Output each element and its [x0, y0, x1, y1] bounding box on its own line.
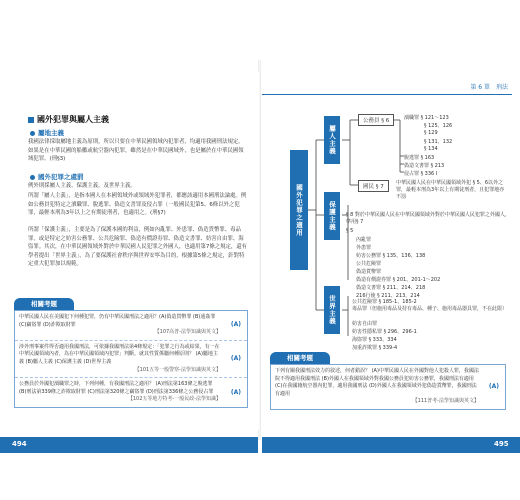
leaf-item: 瀆職罪 § 121～123 [404, 115, 449, 121]
leaf-item: 海盜罪 § 333、334 [352, 337, 397, 343]
protection-description: § 8 對於中華民國人民在中華民國領域外對於中華民國人民犯罪之外國人，準用§ 7 [346, 212, 510, 225]
quiz-item [271, 365, 505, 409]
subsection-title-2-text: 國外犯罪之處罰 [38, 173, 84, 181]
right-page-number: 495 [494, 440, 509, 448]
para-text: 所謂「保護主義」，主要是為了保護本國的利益，例如內亂罪、外患罪、偽造貨幣罪、毒品罪，或是特定之妨害公務罪、公共危險罪、偽造有價證券罪、偽造文書罪、妨害自由罪、海盜罪。其次，在中華民國領域外對於中華民國人民犯罪之外國人，也適用第7條之規定，還有學者提出「世界主義」，為了要保護社會秩序與世界安寧為目的，根據第5條之規定，針對特定重大犯罪加以規範。 [28, 227, 248, 268]
quiz-source: 【107高普-法學知識與英文】 [154, 329, 221, 336]
quiz-source: 【111普考-法學知識與英文】 [412, 398, 479, 405]
leaf-item: 公共危險罪 § 185-1、185-2 [352, 299, 417, 305]
quiz-question: 涉外刑事案件得否適用我國刑法，可依據我國刑法第4條規定：「犯罪之行為或結果，有一在中華民國領域內者，為在中華民國領域內犯罪」判斷。就其性質係屬何種原則？ (A)屬地主義 (B)屬人主義 (C)保護主義 (D)世界主義 [19, 343, 220, 365]
leaf-item: 偽造文書罪 § 213 [404, 163, 445, 169]
tree-root: 國外犯罪之適用 [290, 150, 308, 270]
leaf-item: 加重詐欺罪 § 339-4 [352, 345, 398, 351]
quiz-source: 【102五等地方特考-一般民政-法學知識】 [127, 396, 221, 403]
leaf-item: § 129 [424, 130, 438, 136]
branch-protection: 保護主義 [324, 192, 340, 240]
leaf-item: 公共危險罪 [356, 261, 382, 267]
leaf-item: § 125、126 [424, 123, 453, 129]
quiz-item [15, 311, 247, 341]
subsection-title-1 [30, 128, 64, 137]
paragraph-nationality [28, 192, 248, 218]
quiz-answer: (A) [230, 388, 241, 396]
leaf-item: 偽造文書罪 § 211、214、218 [356, 285, 426, 291]
quiz-question: 下列有關我國刑法效力的敘述，何者錯誤？ (A)中華民國人民在外國對他人犯殺人罪，我國法院不得適用我國刑法 (B)外國人在我國領域外對我國公務員犯妨害公務罪，我國刑法有適用 (C)在我國籍航空器內犯罪，適用我國刑法 (D)外國人在我國領域外犯偽造貨幣罪，我國刑法有適用 [275, 368, 479, 397]
quiz-box-right [270, 364, 506, 410]
running-header: 第 6 單 刑法 [470, 84, 508, 91]
branch-universal: 世界主義 [324, 286, 340, 334]
quiz-question: 公務員於外國犯瀆職罪之時，下列何種，有我國刑法之適用？ (A)刑法第163條之脫逃罪 (B)刑法第339條之詐欺取財罪 (C)刑法第320條之竊盜罪 (D)刑法第336條之公務侵占罪 [19, 381, 214, 395]
box-citizen: 國民 § 7 [358, 180, 389, 192]
leaf-item: § 134 [424, 146, 438, 152]
right-footer-bar [262, 437, 520, 453]
leaf-item: 脫逃罪 § 163 [404, 155, 435, 161]
leaf-item: 外患罪 [356, 245, 372, 251]
quiz-source: 【101五等一般警察-法學知識與英文】 [134, 366, 221, 373]
section-title [28, 114, 109, 125]
quiz-header-right: 相關考題 [270, 352, 330, 364]
quiz-header-left: 相關考題 [14, 298, 74, 310]
leaf-item: 妨害性隱私罪 § 296、296-1 [352, 329, 417, 335]
paragraph-protection [28, 226, 248, 269]
leaf-item: 妨害自由罪 [352, 321, 378, 327]
square-bullet-icon [28, 117, 34, 123]
leaf-item: 偽造貨幣罪 [356, 269, 382, 275]
para-text: 所謂「屬人主義」，是指本國人在本國領域外或領域外犯罪者，都應該適用本國刑法論處。例如公務員犯特定之瀆職罪、脫逃罪、偽造文書罪及侵占罪（一般國民犯第5、6條以外之犯罪，最輕本刑為3年以上之有期徒刑者，也適用之。(刑§7) [28, 193, 247, 217]
circle-bullet-icon [30, 175, 35, 180]
paragraph-territorial [28, 138, 248, 164]
left-page-number: 494 [12, 440, 27, 448]
citizen-description: 中華民國人民在中華民國領域外犯 § 5、6以外之罪，最輕本刑為3年以上有期徒刑者，且犯罪地亦不罰 [396, 180, 505, 200]
branch-nationality: 屬人主義 [324, 116, 340, 164]
quiz-item [15, 341, 247, 378]
leaf-item: 216行使 § 211、213、214 [356, 293, 420, 299]
subsection-title-2 [30, 172, 84, 181]
leaf-item: § 131、132 [424, 139, 453, 145]
quiz-answer: (A) [488, 383, 499, 391]
leaf-item: 侵占罪 § 336 Ⅰ [404, 171, 438, 177]
para-text: 例外則採屬人主義、保護主義，及世界主義。 [28, 183, 136, 189]
leaf-item: 妨害公務罪 § 135、136、138 [356, 253, 426, 259]
protection-subsection: § 5 [346, 228, 354, 234]
section-title-text: 國外犯罪與屬人主義 [37, 115, 109, 124]
quiz-answer: (A) [230, 321, 241, 329]
quiz-answer: (A) [230, 355, 241, 363]
leaf-item: 偽造有價證券罪 § 201、201-1～202 [356, 277, 441, 283]
para-text: 我國法律採取屬地主義為原則，所以只要在中華民國領域內犯罪者，均適用我國刑法規定。如果是在中華民國的船艦或航空器內犯罪，雖然是在中華民國域外，也是屬於在中華民國領域犯罪。(刑§3) [28, 139, 244, 163]
left-footer-bar [0, 437, 258, 453]
box-civil-servant: 公務員 § 6 [358, 114, 394, 126]
subsection-title-1-text: 屬地主義 [38, 129, 64, 137]
circle-bullet-icon [30, 131, 35, 136]
quiz-item [15, 378, 247, 407]
paragraph-intro [28, 182, 248, 191]
leaf-item: 毒品罪（但施用毒品及持有毒品、種子、施用毒品器具罪，不在此限） [352, 306, 508, 312]
quiz-box-left [14, 310, 248, 408]
quiz-question: 中華民國人民在美國犯下何種犯罪，仍有中華民國刑法之適用？(A)偽造貨幣罪 (B)通姦罪 (C)竊盜罪 (D)詐欺取財罪 [19, 314, 216, 328]
leaf-item: 內亂罪 [356, 237, 372, 243]
